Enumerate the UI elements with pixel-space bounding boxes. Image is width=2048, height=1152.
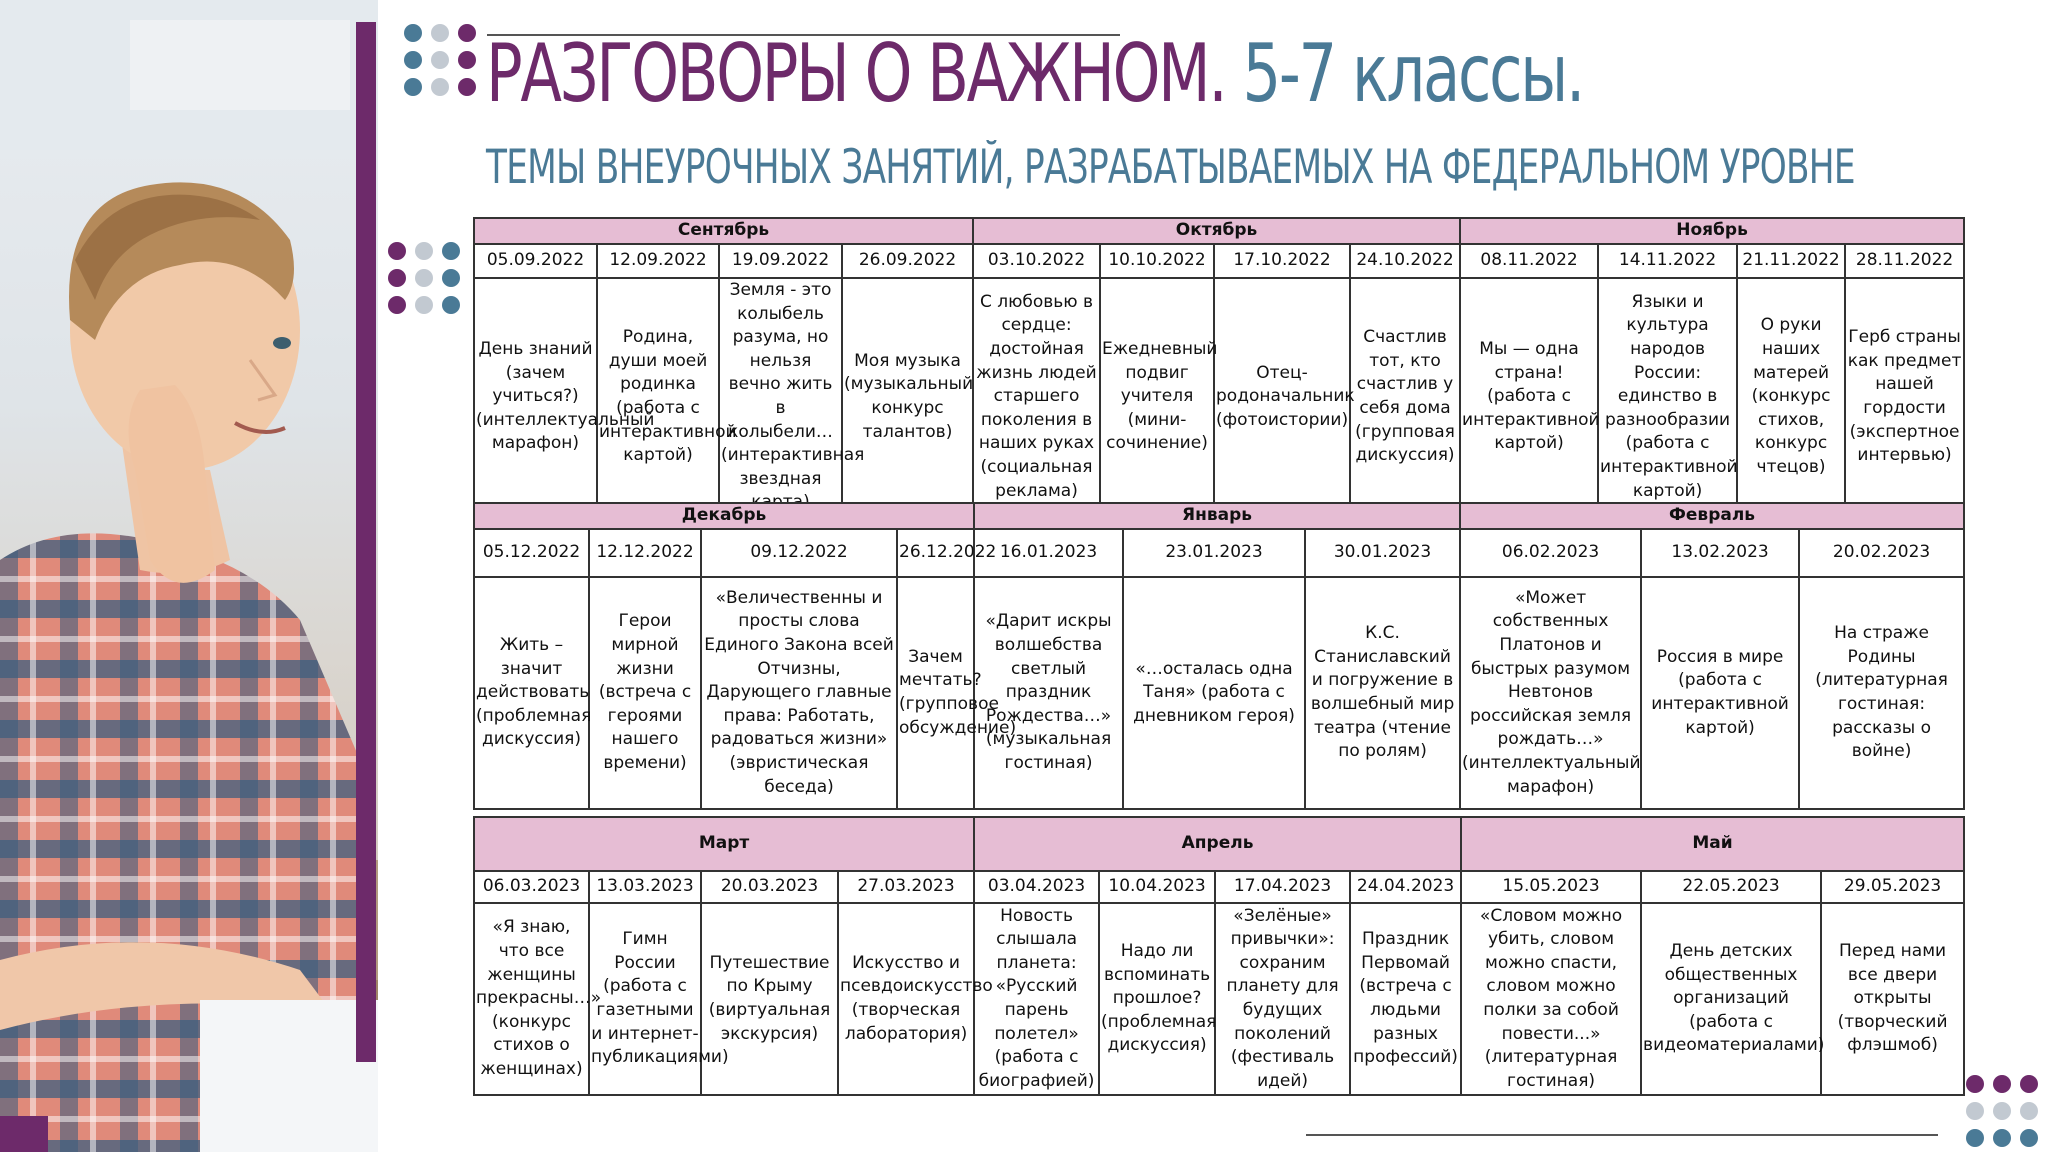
date-cell: 06.03.2023	[474, 871, 589, 903]
date-cell: 17.04.2023	[1215, 871, 1350, 903]
date-cell: 28.11.2022	[1845, 244, 1964, 278]
topic-cell: «Зелёные» привычки»: сохраним планету для будущих поколений (фестиваль идей)	[1215, 903, 1350, 1095]
topic-cell: О руки наших матерей (конкурс стихов, конкурс чтецов)	[1737, 278, 1845, 516]
topic-cell: Гимн России (работа с газетными и интернет-публикациями)	[589, 903, 701, 1095]
date-cell: 15.05.2023	[1461, 871, 1641, 903]
topic-cell: Жить – значит действовать (проблемная дискуссия)	[474, 577, 589, 809]
date-cell: 09.12.2022	[701, 529, 897, 577]
date-cell: 12.12.2022	[589, 529, 701, 577]
topic-cell: Перед нами все двери открыты (творческий флэшмоб)	[1821, 903, 1964, 1095]
topic-cell: «Может собственных Платонов и быстрых разумом Невтонов российская земля рождать…» (интеллектуальный марафон)	[1460, 577, 1641, 809]
topic-cell: Искусство и псевдоискусство (творческая лаборатория)	[838, 903, 974, 1095]
topic-cell: «Величественны и просты слова Единого Закона всей Отчизны, Дарующего главные права: Работать, радоваться жизни» (эвристическая беседа)	[701, 577, 897, 809]
topic-cell: «…осталась одна Таня» (работа с дневником героя)	[1123, 577, 1305, 809]
date-cell: 16.01.2023	[974, 529, 1123, 577]
topic-cell: Герои мирной жизни (встреча с героями нашего времени)	[589, 577, 701, 809]
page-subtitle: ТЕМЫ ВНЕУРОЧНЫХ ЗАНЯТИЙ, РАЗРАБАТЫВАЕМЫХ НА ФЕДЕРАЛЬНОМ УРОВНЕ	[486, 140, 1855, 195]
schedule-table-dec-feb	[473, 502, 1965, 810]
month-header: Сентябрь	[474, 218, 973, 244]
date-cell: 05.12.2022	[474, 529, 589, 577]
topic-cell: Новость слышала планета: «Русский парень полетел» (работа с биографией)	[974, 903, 1099, 1095]
date-cell: 19.09.2022	[719, 244, 842, 278]
topic-cell: «Словом можно убить, словом можно спасти, словом можно полки за собой повести...» (литературная гостиная)	[1461, 903, 1641, 1095]
topic-cell: Отец-родоначальник (фотоистории)	[1214, 278, 1350, 516]
month-header: Апрель	[974, 817, 1461, 871]
topic-cell: Зачем мечтать? (групповое обсуждение)	[897, 577, 974, 809]
date-cell: 13.02.2023	[1641, 529, 1799, 577]
topic-cell: Родина, души моей родинка (работа с интерактивной картой)	[597, 278, 719, 516]
title-classes: 5-7 классы.	[1242, 27, 1584, 120]
boy-illustration	[0, 0, 378, 1152]
month-header: Декабрь	[474, 503, 974, 529]
date-cell: 24.10.2022	[1350, 244, 1460, 278]
topic-cell: Ежедневный подвиг учителя (мини-сочинение)	[1100, 278, 1214, 516]
date-cell: 08.11.2022	[1460, 244, 1598, 278]
topic-cell: К.С. Станиславский и погружение в волшебный мир театра (чтение по ролям)	[1305, 577, 1460, 809]
date-cell: 20.02.2023	[1799, 529, 1964, 577]
date-cell: 26.09.2022	[842, 244, 973, 278]
corner-accent	[0, 1116, 48, 1152]
topic-cell: Праздник Первомай (встреча с людьми разных профессий)	[1350, 903, 1461, 1095]
month-header: Февраль	[1460, 503, 1964, 529]
dots-top-decoration	[404, 24, 476, 96]
date-cell: 12.09.2022	[597, 244, 719, 278]
topic-cell: «Я знаю, что все женщины прекрасны…» (конкурс стихов о женщинах)	[474, 903, 589, 1095]
date-cell: 23.01.2023	[1123, 529, 1305, 577]
topic-cell: Земля - это колыбель разума, но нельзя вечно жить в колыбели… (интерактивная звездная	[719, 278, 842, 516]
topic-cell: Счастлив тот, кто счастлив у себя дома (групповая дискуссия)	[1350, 278, 1460, 516]
dots-bottom-decoration	[1966, 1075, 2038, 1147]
left-accent-bar	[356, 22, 376, 1062]
topic-cell: С любовью в сердце: достойная жизнь людей старшего поколения в наших руках (социальная реклама)	[973, 278, 1100, 516]
topic-cell: Моя музыка (музыкальный конкурс талантов)	[842, 278, 973, 516]
topic-cell: День знаний (зачем учиться?) (интеллектуальный марафон)	[474, 278, 597, 516]
date-cell: 26.12.2022	[897, 529, 974, 577]
date-cell: 05.09.2022	[474, 244, 597, 278]
month-header: Май	[1461, 817, 1964, 871]
date-cell: 20.03.2023	[701, 871, 838, 903]
month-header: Январь	[974, 503, 1460, 529]
month-header: Ноябрь	[1460, 218, 1964, 244]
bottom-rule	[1306, 1134, 1938, 1136]
topic-cell: Языки и культура народов России: единство в разнообразии (работа с интерактивной картой)	[1598, 278, 1737, 516]
topic-cell: Мы — одна страна! (работа с интерактивной картой)	[1460, 278, 1598, 516]
date-cell: 29.05.2023	[1821, 871, 1964, 903]
date-cell: 30.01.2023	[1305, 529, 1460, 577]
date-cell: 03.04.2023	[974, 871, 1099, 903]
topic-cell: Герб страны как предмет нашей гордости (экспертное интервью)	[1845, 278, 1964, 516]
schedule-table-mar-may	[473, 816, 1965, 1096]
topic-cell: Путешествие по Крыму (виртуальная экскурсия)	[701, 903, 838, 1095]
date-cell: 22.05.2023	[1641, 871, 1821, 903]
topic-cell: «Дарит искры волшебства светлый праздник Рождества…» (музыкальная гостиная)	[974, 577, 1123, 809]
date-cell: 14.11.2022	[1598, 244, 1737, 278]
boy-photo	[0, 0, 378, 1152]
topic-cell: День детских общественных организаций (работа с видеоматериалами)	[1641, 903, 1821, 1095]
title-main: РАЗГОВОРЫ О ВАЖНОМ.	[486, 27, 1226, 120]
date-cell: 10.04.2023	[1099, 871, 1215, 903]
topic-cell: На страже Родины (литературная гостиная: рассказы о войне)	[1799, 577, 1964, 809]
date-cell: 27.03.2023	[838, 871, 974, 903]
date-cell: 10.10.2022	[1100, 244, 1214, 278]
date-cell: 03.10.2022	[973, 244, 1100, 278]
month-header: Март	[474, 817, 974, 871]
date-cell: 21.11.2022	[1737, 244, 1845, 278]
date-cell: 13.03.2023	[589, 871, 701, 903]
date-cell: 06.02.2023	[1460, 529, 1641, 577]
date-cell: 17.10.2022	[1214, 244, 1350, 278]
dots-side-decoration	[388, 242, 460, 314]
topic-cell: Россия в мире (работа с интерактивной картой)	[1641, 577, 1799, 809]
topic-cell: Надо ли вспоминать прошлое? (проблемная дискуссия)	[1099, 903, 1215, 1095]
page-title	[486, 24, 1583, 124]
date-cell: 24.04.2023	[1350, 871, 1461, 903]
month-header: Октябрь	[973, 218, 1460, 244]
schedule-table-sep-nov	[473, 217, 1965, 517]
